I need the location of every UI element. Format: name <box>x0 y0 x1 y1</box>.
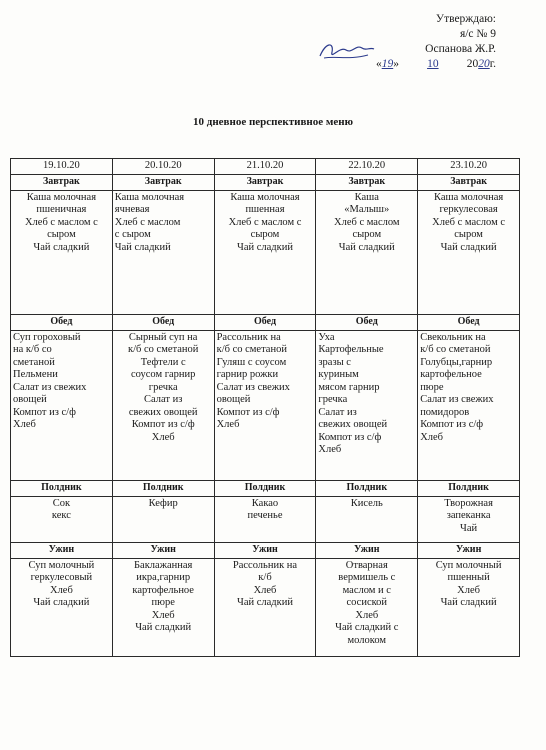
menu-item-line: картофельное <box>420 369 482 380</box>
menu-item-line: печенье <box>247 510 283 521</box>
menu-item-line: Хлеб с маслом <box>114 216 181 228</box>
meal-label: Обед <box>418 314 520 330</box>
date-month: 10 <box>427 58 439 70</box>
menu-item-line: Пельмени <box>13 369 58 380</box>
date-cell: 20.10.20 <box>112 159 214 175</box>
menu-item-line: Отварная <box>345 559 388 571</box>
menu-item-line: Компот из с/ф <box>420 419 484 430</box>
menu-item-line: запеканка <box>446 510 491 521</box>
date-cell: 22.10.20 <box>316 159 418 175</box>
menu-item-line: пшенный <box>447 572 490 583</box>
menu-item-line: на к/б со <box>13 344 52 355</box>
meal-header-row-snack <box>11 480 520 496</box>
menu-item-line: Суп молочный <box>435 559 502 571</box>
meal-label: Ужин <box>112 542 214 558</box>
menu-item-line: Хлеб <box>318 444 342 455</box>
meal-label: Ужин <box>11 542 113 558</box>
menu-item-line: пшенная <box>245 204 285 215</box>
menu-cell <box>214 558 316 656</box>
menu-item-line: Какао <box>251 497 279 509</box>
menu-item-line: к/б со сметаной <box>216 344 287 355</box>
meal-label: Ужин <box>316 542 418 558</box>
menu-item-line: Компот из с/ф <box>216 406 280 418</box>
menu-item-line: геркулесовая <box>439 204 498 215</box>
menu-item-line: мясом гарнир <box>318 381 380 393</box>
menu-item-line: вермишель с <box>338 572 396 583</box>
meal-label: Обед <box>112 314 214 330</box>
menu-item-line: молоком <box>347 634 387 646</box>
menu-item-line: Чай сладкий <box>33 241 90 253</box>
menu-item-line: Чай сладкий <box>114 241 171 253</box>
menu-item-line: Салат из свежих <box>13 381 87 393</box>
menu-item-line: помидоров <box>420 406 470 418</box>
menu-item-line: Хлеб <box>151 431 175 443</box>
meal-label: Завтрак <box>214 174 316 190</box>
menu-item-line: свежих овощей <box>128 406 198 418</box>
menu-item-line: овощей <box>216 394 251 405</box>
menu-item-line: Хлеб <box>420 431 444 443</box>
meal-label: Обед <box>11 314 113 330</box>
meal-label: Завтрак <box>112 174 214 190</box>
menu-item-line: Чай сладкий <box>440 241 497 253</box>
date-open-quote: « <box>375 58 382 70</box>
menu-cell <box>11 558 113 656</box>
menu-item-line: к/б <box>258 572 272 583</box>
menu-item-line: «Малыш» <box>344 204 390 215</box>
menu-item-line: Кисель <box>350 497 383 509</box>
meal-label: Ужин <box>418 542 520 558</box>
menu-item-line: пшеничная <box>36 204 87 215</box>
menu-item-line: Свекольник на <box>420 331 486 343</box>
menu-item-line: Хлеб <box>216 419 240 430</box>
menu-cell <box>214 496 316 542</box>
menu-cell <box>418 558 520 656</box>
approval-heading: Утверждаю: <box>435 13 496 25</box>
menu-item-line: овощей <box>13 394 47 405</box>
meal-label: Завтрак <box>11 174 113 190</box>
menu-cell <box>112 190 214 314</box>
menu-item-line: Голубцы,гарнир <box>420 356 493 368</box>
menu-item-line: Чай сладкий <box>338 241 395 253</box>
menu-table <box>10 158 520 657</box>
menu-item-line: Чай <box>460 522 478 534</box>
meal-header-row-breakfast <box>11 174 520 190</box>
date-year-suffix: 20 <box>478 58 490 70</box>
menu-item-line: гарнир рожки <box>216 369 279 380</box>
menu-item-line: Картофельные <box>318 344 384 355</box>
menu-item-line: Хлеб с маслом <box>334 216 400 228</box>
menu-item-line: свежих овощей <box>318 419 388 430</box>
menu-cell <box>316 330 418 480</box>
meal-label: Полдник <box>418 480 520 496</box>
menu-cell <box>112 558 214 656</box>
menu-cell <box>11 496 113 542</box>
date-day: 19 <box>381 58 394 70</box>
menu-cell <box>418 190 520 314</box>
menu-item-line: сыром <box>454 229 483 240</box>
menu-cell <box>11 330 113 480</box>
menu-item-line: куриным <box>318 369 359 380</box>
menu-item-line: гречка <box>318 394 348 405</box>
menu-item-line: гречка <box>148 381 178 393</box>
menu-item-line: к/б со сметаной <box>420 344 491 355</box>
meal-header-row-lunch <box>11 314 520 330</box>
menu-item-line: Хлеб <box>457 584 480 596</box>
menu-item-line: Каша молочная <box>26 191 97 203</box>
menu-item-line: Рассольник на <box>232 559 298 571</box>
menu-cell <box>418 330 520 480</box>
menu-item-line: Хлеб с маслом с <box>24 216 98 228</box>
menu-item-line: Чай сладкий <box>135 622 192 633</box>
meal-label: Обед <box>316 314 418 330</box>
approval-signer-line <box>376 42 496 57</box>
meal-header-row-dinner <box>11 542 520 558</box>
menu-item-line: Чай сладкий с <box>335 622 399 633</box>
menu-item-line: икра,гарнир <box>136 572 191 583</box>
date-row <box>11 159 520 175</box>
menu-cell <box>214 330 316 480</box>
menu-cell <box>418 496 520 542</box>
meal-label: Завтрак <box>316 174 418 190</box>
menu-item-line: Хлеб <box>49 584 73 596</box>
menu-item-line: к/б со сметаной <box>128 344 199 355</box>
menu-item-line: Хлеб с маслом с <box>228 216 302 228</box>
menu-item-line: Салат из свежих <box>420 394 494 405</box>
meal-row-lunch <box>11 330 520 480</box>
menu-item-line: геркулесовый <box>30 572 93 583</box>
meal-label: Полдник <box>112 480 214 496</box>
menu-item-line: Кефир <box>148 497 178 509</box>
menu-item-line: Хлеб <box>13 419 36 430</box>
meal-label: Ужин <box>214 542 316 558</box>
menu-item-line: Хлеб <box>355 609 379 621</box>
menu-cell <box>316 496 418 542</box>
approval-block <box>376 12 496 72</box>
signature-mark <box>316 38 376 64</box>
menu-cell <box>112 496 214 542</box>
menu-item-line: Хлеб с маслом с <box>432 216 506 228</box>
menu-item-line: сосиской <box>346 597 388 608</box>
menu-item-line: пюре <box>151 597 175 608</box>
menu-item-line: Компот из с/ф <box>131 419 195 430</box>
date-cell: 21.10.20 <box>214 159 316 175</box>
date-cell: 19.10.20 <box>11 159 113 175</box>
menu-item-line: с сыром <box>114 229 151 240</box>
menu-item-line: кекс <box>51 510 71 521</box>
menu-item-line: сыром <box>250 229 280 240</box>
approval-signer-name: Оспанова Ж.Р. <box>425 43 496 55</box>
menu-item-line: Каша <box>354 191 379 203</box>
menu-item-line: Каша молочная <box>433 191 504 203</box>
menu-item-line: картофельное <box>132 584 194 596</box>
menu-item-line: сыром <box>47 229 76 240</box>
menu-item-line: Хлеб <box>253 584 277 596</box>
menu-item-line: зразы с <box>318 356 351 368</box>
menu-item-line: Салат из <box>318 406 357 418</box>
menu-item-line: Баклажанная <box>134 559 193 571</box>
date-year-prefix: 20 <box>466 58 479 70</box>
menu-item-line: Салат из свежих <box>216 381 290 393</box>
approval-organization: я/с № 9 <box>459 28 496 40</box>
meal-row-breakfast <box>11 190 520 314</box>
page-title: 10 дневное перспективное меню <box>193 116 353 128</box>
menu-item-line: Компот из с/ф <box>318 431 382 443</box>
menu-item-line: Чай сладкий <box>440 597 497 608</box>
menu-item-line: сметаной <box>13 356 55 368</box>
menu-cell <box>214 190 316 314</box>
menu-item-line: Хлеб <box>151 609 175 621</box>
menu-item-line: Чай сладкий <box>237 241 293 253</box>
menu-cell <box>112 330 214 480</box>
approval-date <box>376 57 496 72</box>
meal-label: Завтрак <box>418 174 520 190</box>
menu-cell <box>316 190 418 314</box>
date-close-quote: » <box>393 58 399 70</box>
menu-item-line: маслом и с <box>342 584 391 596</box>
menu-item-line: сыром <box>352 229 382 240</box>
menu-item-line: Суп гороховый <box>13 331 81 343</box>
meal-row-dinner <box>11 558 520 656</box>
menu-item-line: Каша молочная <box>230 191 300 203</box>
menu-item-line: Салат из <box>144 394 183 405</box>
meal-label: Полдник <box>316 480 418 496</box>
menu-item-line: Уха <box>318 331 335 343</box>
menu-item-line: Гуляш с соусом <box>216 356 287 368</box>
menu-item-line: соусом гарнир <box>130 369 196 380</box>
menu-item-line: Творожная <box>444 497 493 509</box>
menu-item-line: Компот из с/ф <box>13 406 76 418</box>
menu-item-line: Сок <box>52 497 71 509</box>
menu-item-line: Чай сладкий <box>237 597 293 608</box>
menu-cell <box>316 558 418 656</box>
menu-item-line: Каша молочная <box>114 191 185 203</box>
meal-label: Обед <box>214 314 316 330</box>
menu-item-line: Тефтели с <box>140 356 186 368</box>
menu-item-line: Чай сладкий <box>33 597 90 608</box>
menu-item-line: Сырный суп на <box>128 331 198 343</box>
menu-item-line: пюре <box>420 381 444 393</box>
date-cell: 23.10.20 <box>418 159 520 175</box>
meal-label: Полдник <box>214 480 316 496</box>
meal-label: Полдник <box>11 480 113 496</box>
menu-item-line: Суп молочный <box>28 559 95 571</box>
meal-row-snack <box>11 496 520 542</box>
menu-item-line: ячневая <box>114 204 150 215</box>
date-suffix: г. <box>489 58 496 70</box>
menu-item-line: Рассольник на <box>216 331 281 343</box>
menu-cell <box>11 190 113 314</box>
